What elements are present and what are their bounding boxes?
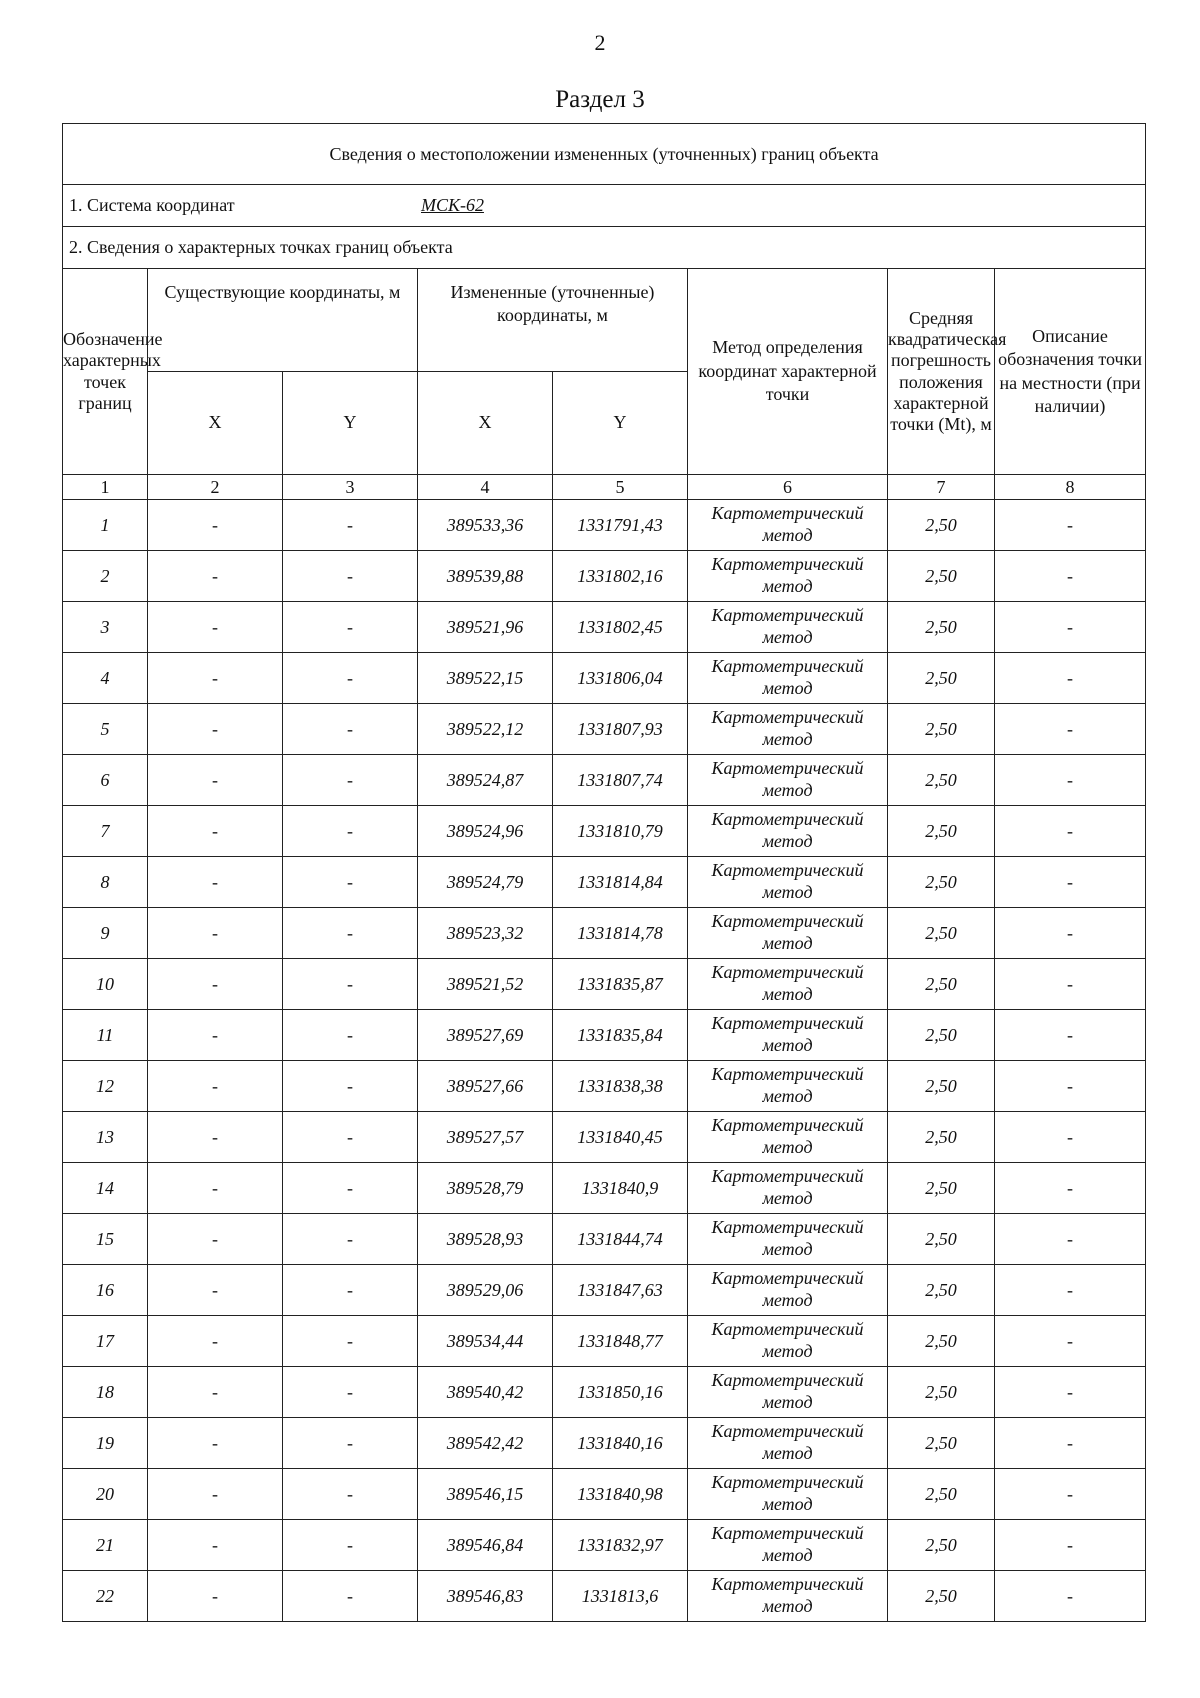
- point-number-cell: 18: [63, 1367, 148, 1418]
- point-number-cell: 17: [63, 1316, 148, 1367]
- header-method: Метод определения координат характерной точки: [688, 269, 888, 475]
- description-cell: -: [995, 1214, 1146, 1265]
- existing-y-cell: -: [283, 908, 418, 959]
- changed-x-cell: 389527,69: [418, 1010, 553, 1061]
- boundary-points-table: [62, 123, 1146, 1622]
- table-row: [63, 1418, 1146, 1469]
- existing-y-cell: -: [283, 1418, 418, 1469]
- header-changed-y: Y: [553, 372, 688, 475]
- method-cell: Картометрический метод: [688, 1571, 888, 1622]
- changed-x-cell: 389527,57: [418, 1112, 553, 1163]
- changed-x-cell: 389521,96: [418, 602, 553, 653]
- column-number: 6: [688, 475, 888, 500]
- existing-x-cell: -: [148, 857, 283, 908]
- existing-y-cell: -: [283, 1112, 418, 1163]
- error-cell: 2,50: [888, 755, 995, 806]
- changed-x-cell: 389528,79: [418, 1163, 553, 1214]
- header-description: Описание обозначения точки на местности (при наличии): [995, 269, 1146, 475]
- existing-x-cell: -: [148, 1265, 283, 1316]
- existing-y-cell: -: [283, 1214, 418, 1265]
- changed-y-cell: 1331840,98: [553, 1469, 688, 1520]
- description-cell: -: [995, 806, 1146, 857]
- column-number: 8: [995, 475, 1146, 500]
- point-number-cell: 2: [63, 551, 148, 602]
- point-number-cell: 15: [63, 1214, 148, 1265]
- existing-x-cell: -: [148, 1214, 283, 1265]
- table-row: [63, 755, 1146, 806]
- error-cell: 2,50: [888, 1520, 995, 1571]
- error-cell: 2,50: [888, 959, 995, 1010]
- method-cell: Картометрический метод: [688, 1520, 888, 1571]
- header-changed-x: X: [418, 372, 553, 475]
- description-cell: -: [995, 1571, 1146, 1622]
- existing-y-cell: -: [283, 500, 418, 551]
- table-row: [63, 653, 1146, 704]
- error-cell: 2,50: [888, 704, 995, 755]
- changed-x-cell: 389546,83: [418, 1571, 553, 1622]
- existing-y-cell: -: [283, 1061, 418, 1112]
- point-number-cell: 20: [63, 1469, 148, 1520]
- error-cell: 2,50: [888, 1418, 995, 1469]
- method-cell: Картометрический метод: [688, 602, 888, 653]
- table-row: [63, 602, 1146, 653]
- changed-x-cell: 389523,32: [418, 908, 553, 959]
- method-cell: Картометрический метод: [688, 1214, 888, 1265]
- changed-y-cell: 1331810,79: [553, 806, 688, 857]
- existing-x-cell: -: [148, 653, 283, 704]
- description-cell: -: [995, 959, 1146, 1010]
- existing-x-cell: -: [148, 806, 283, 857]
- changed-x-cell: 389534,44: [418, 1316, 553, 1367]
- description-cell: -: [995, 551, 1146, 602]
- existing-x-cell: -: [148, 1520, 283, 1571]
- changed-x-cell: 389522,15: [418, 653, 553, 704]
- point-number-cell: 22: [63, 1571, 148, 1622]
- existing-y-cell: -: [283, 959, 418, 1010]
- header-designation: Обозначение характерных точек границ: [63, 269, 148, 475]
- point-number-cell: 4: [63, 653, 148, 704]
- existing-y-cell: -: [283, 1520, 418, 1571]
- point-number-cell: 21: [63, 1520, 148, 1571]
- error-cell: 2,50: [888, 1010, 995, 1061]
- existing-x-cell: -: [148, 1571, 283, 1622]
- table-row: [63, 1316, 1146, 1367]
- error-cell: 2,50: [888, 1214, 995, 1265]
- description-cell: -: [995, 1061, 1146, 1112]
- changed-y-cell: 1331844,74: [553, 1214, 688, 1265]
- existing-x-cell: -: [148, 1367, 283, 1418]
- changed-y-cell: 1331832,97: [553, 1520, 688, 1571]
- changed-x-cell: 389524,87: [418, 755, 553, 806]
- method-cell: Картометрический метод: [688, 857, 888, 908]
- page-number: 2: [594, 30, 606, 55]
- method-cell: Картометрический метод: [688, 1265, 888, 1316]
- error-cell: 2,50: [888, 551, 995, 602]
- description-cell: -: [995, 602, 1146, 653]
- method-cell: Картометрический метод: [688, 959, 888, 1010]
- point-number-cell: 16: [63, 1265, 148, 1316]
- method-cell: Картометрический метод: [688, 1061, 888, 1112]
- existing-y-cell: -: [283, 653, 418, 704]
- header-error: Средняя квадратическая погрешность положения характерной точки (Mt), м: [888, 269, 995, 475]
- changed-y-cell: 1331813,6: [553, 1571, 688, 1622]
- existing-y-cell: -: [283, 1571, 418, 1622]
- point-number-cell: 13: [63, 1112, 148, 1163]
- existing-x-cell: -: [148, 1163, 283, 1214]
- existing-x-cell: -: [148, 755, 283, 806]
- description-cell: -: [995, 653, 1146, 704]
- table-row: [63, 551, 1146, 602]
- coord-system-label: 1. Система координат: [69, 195, 235, 215]
- existing-y-cell: -: [283, 1367, 418, 1418]
- description-cell: -: [995, 1265, 1146, 1316]
- point-number-cell: 10: [63, 959, 148, 1010]
- description-cell: -: [995, 1469, 1146, 1520]
- existing-x-cell: -: [148, 908, 283, 959]
- table-row: [63, 1010, 1146, 1061]
- table-row: [63, 1112, 1146, 1163]
- changed-y-cell: 1331835,84: [553, 1010, 688, 1061]
- changed-x-cell: 389524,96: [418, 806, 553, 857]
- error-cell: 2,50: [888, 857, 995, 908]
- table-row: [63, 857, 1146, 908]
- changed-y-cell: 1331802,45: [553, 602, 688, 653]
- changed-x-cell: 389546,15: [418, 1469, 553, 1520]
- error-cell: 2,50: [888, 1163, 995, 1214]
- description-cell: -: [995, 1163, 1146, 1214]
- changed-x-cell: 389524,79: [418, 857, 553, 908]
- changed-y-cell: 1331840,16: [553, 1418, 688, 1469]
- method-cell: Картометрический метод: [688, 1367, 888, 1418]
- existing-y-cell: -: [283, 806, 418, 857]
- existing-x-cell: -: [148, 602, 283, 653]
- existing-x-cell: -: [148, 704, 283, 755]
- description-cell: -: [995, 704, 1146, 755]
- point-number-cell: 9: [63, 908, 148, 959]
- error-cell: 2,50: [888, 1061, 995, 1112]
- coord-system-value: МСК-62: [421, 195, 484, 215]
- method-cell: Картометрический метод: [688, 704, 888, 755]
- existing-y-cell: -: [283, 755, 418, 806]
- column-number: 7: [888, 475, 995, 500]
- column-number: 1: [63, 475, 148, 500]
- existing-x-cell: -: [148, 1112, 283, 1163]
- existing-y-cell: -: [283, 704, 418, 755]
- changed-y-cell: 1331814,78: [553, 908, 688, 959]
- point-number-cell: 1: [63, 500, 148, 551]
- coord-system-row: [63, 185, 1146, 227]
- table-row: [63, 908, 1146, 959]
- description-cell: -: [995, 1418, 1146, 1469]
- existing-y-cell: -: [283, 1469, 418, 1520]
- changed-x-cell: 389527,66: [418, 1061, 553, 1112]
- existing-y-cell: -: [283, 551, 418, 602]
- changed-x-cell: 389522,12: [418, 704, 553, 755]
- point-number-cell: 8: [63, 857, 148, 908]
- changed-y-cell: 1331850,16: [553, 1367, 688, 1418]
- changed-y-cell: 1331807,93: [553, 704, 688, 755]
- table-row: [63, 1469, 1146, 1520]
- description-cell: -: [995, 908, 1146, 959]
- changed-x-cell: 389528,93: [418, 1214, 553, 1265]
- point-number-cell: 14: [63, 1163, 148, 1214]
- description-cell: -: [995, 1520, 1146, 1571]
- existing-x-cell: -: [148, 1010, 283, 1061]
- changed-x-cell: 389533,36: [418, 500, 553, 551]
- description-cell: -: [995, 755, 1146, 806]
- changed-x-cell: 389539,88: [418, 551, 553, 602]
- existing-x-cell: -: [148, 1469, 283, 1520]
- point-number-cell: 12: [63, 1061, 148, 1112]
- table-row: [63, 806, 1146, 857]
- description-cell: -: [995, 1367, 1146, 1418]
- method-cell: Картометрический метод: [688, 1010, 888, 1061]
- existing-y-cell: -: [283, 857, 418, 908]
- table-row: [63, 1265, 1146, 1316]
- error-cell: 2,50: [888, 1112, 995, 1163]
- changed-y-cell: 1331807,74: [553, 755, 688, 806]
- changed-y-cell: 1331838,38: [553, 1061, 688, 1112]
- changed-x-cell: 389529,06: [418, 1265, 553, 1316]
- point-number-cell: 11: [63, 1010, 148, 1061]
- existing-x-cell: -: [148, 959, 283, 1010]
- changed-y-cell: 1331840,45: [553, 1112, 688, 1163]
- existing-y-cell: -: [283, 1316, 418, 1367]
- point-number-cell: 6: [63, 755, 148, 806]
- point-number-cell: 19: [63, 1418, 148, 1469]
- existing-x-cell: -: [148, 500, 283, 551]
- column-number: 3: [283, 475, 418, 500]
- description-cell: -: [995, 1316, 1146, 1367]
- method-cell: Картометрический метод: [688, 755, 888, 806]
- header-existing-x: X: [148, 372, 283, 475]
- changed-y-cell: 1331835,87: [553, 959, 688, 1010]
- method-cell: Картометрический метод: [688, 1163, 888, 1214]
- method-cell: Картометрический метод: [688, 1316, 888, 1367]
- changed-y-cell: 1331814,84: [553, 857, 688, 908]
- error-cell: 2,50: [888, 653, 995, 704]
- existing-x-cell: -: [148, 1061, 283, 1112]
- changed-y-cell: 1331806,04: [553, 653, 688, 704]
- method-cell: Картометрический метод: [688, 1418, 888, 1469]
- point-number-cell: 3: [63, 602, 148, 653]
- error-cell: 2,50: [888, 1571, 995, 1622]
- section-title: Раздел 3: [555, 86, 645, 113]
- error-cell: 2,50: [888, 1265, 995, 1316]
- method-cell: Картометрический метод: [688, 653, 888, 704]
- table-row: [63, 1061, 1146, 1112]
- existing-x-cell: -: [148, 1316, 283, 1367]
- header-existing-coords: Существующие координаты, м: [148, 269, 418, 372]
- method-cell: Картометрический метод: [688, 551, 888, 602]
- table-row: [63, 500, 1146, 551]
- table-row: [63, 1520, 1146, 1571]
- changed-y-cell: 1331802,16: [553, 551, 688, 602]
- description-cell: -: [995, 500, 1146, 551]
- point-number-cell: 5: [63, 704, 148, 755]
- changed-y-cell: 1331791,43: [553, 500, 688, 551]
- header-changed-coords: Измененные (уточненные) координаты, м: [418, 269, 688, 372]
- error-cell: 2,50: [888, 1469, 995, 1520]
- error-cell: 2,50: [888, 908, 995, 959]
- column-number: 4: [418, 475, 553, 500]
- existing-y-cell: -: [283, 1163, 418, 1214]
- existing-y-cell: -: [283, 602, 418, 653]
- header-existing-y: Y: [283, 372, 418, 475]
- table-row: [63, 1214, 1146, 1265]
- error-cell: 2,50: [888, 500, 995, 551]
- error-cell: 2,50: [888, 602, 995, 653]
- table-row: [63, 1571, 1146, 1622]
- method-cell: Картометрический метод: [688, 1112, 888, 1163]
- changed-y-cell: 1331840,9: [553, 1163, 688, 1214]
- table-row: [63, 704, 1146, 755]
- table-row: [63, 959, 1146, 1010]
- changed-y-cell: 1331847,63: [553, 1265, 688, 1316]
- method-cell: Картометрический метод: [688, 1469, 888, 1520]
- error-cell: 2,50: [888, 1367, 995, 1418]
- table-row: [63, 1163, 1146, 1214]
- changed-y-cell: 1331848,77: [553, 1316, 688, 1367]
- points-info-label: 2. Сведения о характерных точках границ объекта: [63, 227, 1146, 269]
- description-cell: -: [995, 857, 1146, 908]
- existing-y-cell: -: [283, 1010, 418, 1061]
- column-number: 5: [553, 475, 688, 500]
- description-cell: -: [995, 1010, 1146, 1061]
- changed-x-cell: 389542,42: [418, 1418, 553, 1469]
- existing-x-cell: -: [148, 551, 283, 602]
- error-cell: 2,50: [888, 806, 995, 857]
- method-cell: Картометрический метод: [688, 908, 888, 959]
- existing-x-cell: -: [148, 1418, 283, 1469]
- point-number-cell: 7: [63, 806, 148, 857]
- changed-x-cell: 389540,42: [418, 1367, 553, 1418]
- changed-x-cell: 389546,84: [418, 1520, 553, 1571]
- column-numbers-row: [63, 475, 1146, 500]
- existing-y-cell: -: [283, 1265, 418, 1316]
- method-cell: Картометрический метод: [688, 806, 888, 857]
- method-cell: Картометрический метод: [688, 500, 888, 551]
- description-cell: -: [995, 1112, 1146, 1163]
- table-title: Сведения о местоположении измененных (уточненных) границ объекта: [63, 124, 1146, 185]
- table-row: [63, 1367, 1146, 1418]
- changed-x-cell: 389521,52: [418, 959, 553, 1010]
- error-cell: 2,50: [888, 1316, 995, 1367]
- column-number: 2: [148, 475, 283, 500]
